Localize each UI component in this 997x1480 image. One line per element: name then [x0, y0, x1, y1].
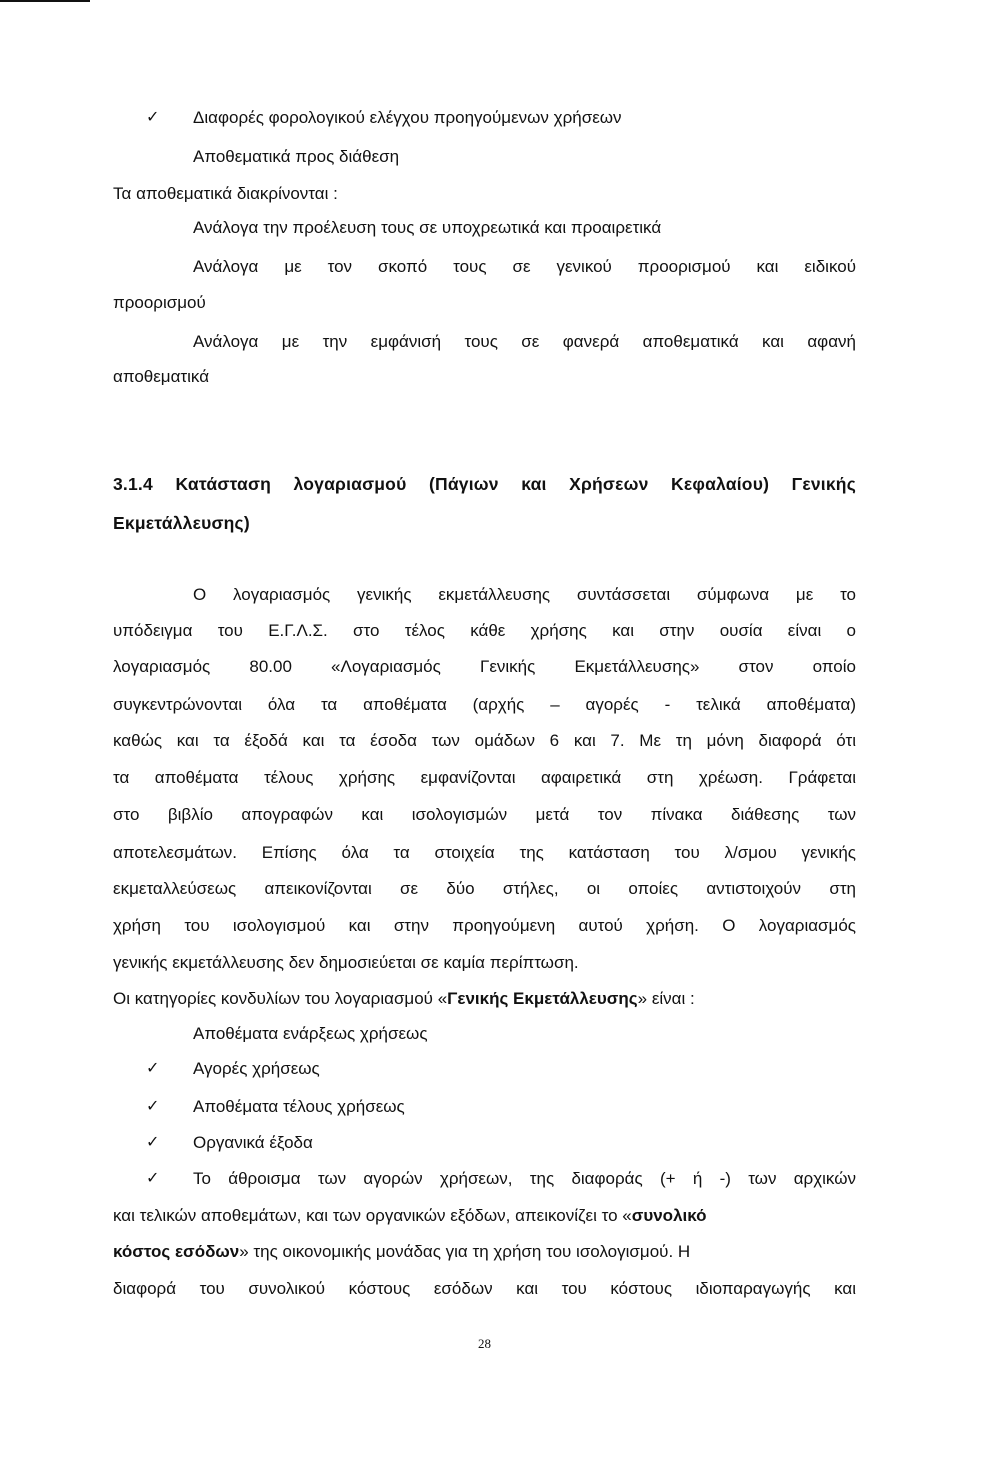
- section-heading-cont: Εκμετάλλευσης): [113, 513, 250, 533]
- categories-intro: [113, 988, 695, 1010]
- paragraph-line: τα αποθέματα τέλους χρήσης εμφανίζονται αφαιρετικά στη χρέωση. Γράφεται: [113, 768, 856, 787]
- summary-text: της οικονομικής μονάδας για τη χρήση του ισολογισμού. Η: [253, 1242, 691, 1261]
- paragraph-line: στο βιβλίο απογραφών και ισολογισμών μετά τον πίνακα διάθεσης των: [113, 805, 856, 824]
- paragraph-line: αποτελεσμάτων. Επίσης όλα τα στοιχεία της κατάσταση του λ/σμου γενικής: [113, 843, 856, 862]
- check-icon: ✓: [146, 109, 160, 126]
- paragraph-line: υπόδειγμα του Ε.Γ.Λ.Σ. στο τέλος κάθε χρήσης και στην ουσία είναι ο: [113, 621, 856, 640]
- text-line: αποθεματικά: [113, 367, 210, 386]
- summary-text: »: [239, 1242, 249, 1261]
- text-line: προορισμού: [113, 293, 206, 312]
- intro-after: » είναι :: [637, 989, 695, 1008]
- summary-line: [113, 1205, 707, 1227]
- category-item: Οργανικά έξοδα: [193, 1133, 313, 1152]
- text-line: Ανάλογα με τον σκοπό τους σε γενικού προορισμού και ειδικού: [193, 257, 856, 276]
- text-line: Ανάλογα με την εμφάνισή τους σε φανερά αποθεματικά και αφανή: [193, 332, 856, 351]
- check-icon: ✓: [146, 1134, 160, 1151]
- paragraph-line: καθώς και τα έξοδά και τα έσοδα των ομάδων 6 και 7. Με τη μόνη διαφορά ότι: [113, 731, 856, 750]
- top-rule: [0, 0, 90, 2]
- summary-line: διαφορά του συνολικού κόστους εσόδων και του κόστους ιδιοπαραγωγής και: [113, 1279, 856, 1298]
- check-icon: ✓: [146, 1098, 160, 1115]
- summary-bold: συνολικό: [631, 1206, 707, 1225]
- category-item: Αποθέματα τέλους χρήσεως: [193, 1097, 405, 1116]
- summary-line: Το άθροισμα των αγορών χρήσεων, της διαφοράς (+ ή -) των αρχικών: [193, 1169, 856, 1188]
- section-heading: 3.1.4 Κατάσταση λογαριασμού (Πάγιων και Χρήσεων Κεφαλαίου) Γενικής: [113, 474, 856, 494]
- text-line: Τα αποθεματικά διακρίνονται :: [113, 184, 338, 203]
- check-icon: ✓: [146, 1060, 160, 1077]
- paragraph-line: συγκεντρώνονται όλα τα αποθέματα (αρχής – αγορές - τελικά αποθέματα): [113, 695, 856, 714]
- intro-bold: Γενικής Εκμετάλλευσης: [447, 989, 638, 1008]
- text-line: Διαφορές φορολογικού ελέγχου προηγούμενων χρήσεων: [193, 108, 622, 127]
- text-line: Ανάλογα την προέλευση τους σε υποχρεωτικά και προαιρετικά: [193, 218, 662, 237]
- page-number: 28: [478, 1336, 491, 1351]
- text-line: Αποθεματικά προς διάθεση: [193, 147, 400, 166]
- category-item: Αγορές χρήσεως: [193, 1059, 320, 1078]
- paragraph-line: Ο λογαριασμός γενικής εκμετάλλευσης συντάσσεται σύμφωνα με το: [193, 585, 856, 604]
- summary-bold: κόστος εσόδων: [113, 1242, 240, 1261]
- paragraph-line: γενικής εκμετάλλευσης δεν δημοσιεύεται σε καμία περίπτωση.: [113, 953, 579, 972]
- summary-text: και τελικών αποθεμάτων, και των οργανικών εξόδων, απεικονίζει το «: [113, 1206, 632, 1225]
- intro-before: Οι κατηγορίες κονδυλίων του λογαριασμού «: [113, 989, 448, 1008]
- summary-line: [113, 1241, 690, 1263]
- paragraph-line: χρήση του ισολογισμού και στην προηγούμενη αυτού χρήση. Ο λογαριασμός: [113, 916, 856, 935]
- paragraph-line: λογαριασμός 80.00 «Λογαριασμός Γενικής Εκμετάλλευσης» στον οποίο: [113, 657, 856, 676]
- paragraph-line: εκμεταλλεύσεως απεικονίζονται σε δύο στήλες, οι οποίες αντιστοιχούν στη: [113, 879, 856, 898]
- category-item: Αποθέματα ενάρξεως χρήσεως: [193, 1024, 428, 1043]
- check-icon: ✓: [146, 1170, 160, 1187]
